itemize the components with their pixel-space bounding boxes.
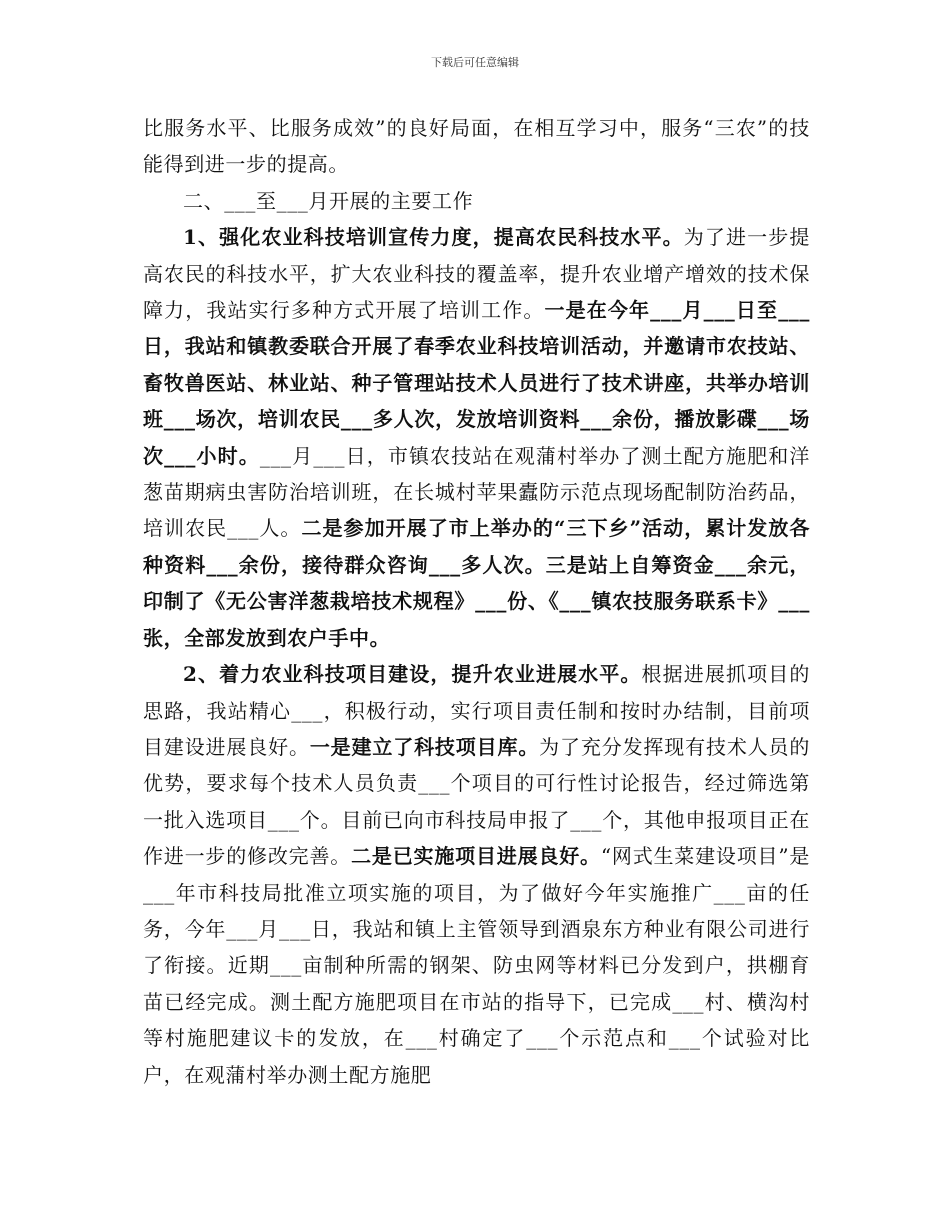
paragraph-training-text-1: 为了进一步提高农民的科技水平，扩大农业科技的覆盖率，提升农业增产增效的技术保障力，我站实行多种方式开展了培训工作。 [143, 225, 810, 323]
paragraph-projects-title: 2、着力农业科技项目建设，提升农业进展水平。 [183, 662, 642, 687]
paragraph-projects-text-3: “网式生菜建设项目”是___年市科技局批准立项实施的项目，为了做好今年实施推广___亩的任务，今年___月___日，我站和镇上主管领导到酒泉东方种业有限公司进行了衔接。近期___亩制种所需的钢架、防虫网等材料已分发到户，拱棚育苗已经完成。测土配方施肥项目在市站的指导下，已完成___村、横沟村等村施肥建议卡的发放，在___村确定了___个示范点和___个试验对比户，在观蒲村举办测土配方施肥 [143, 844, 810, 1087]
paragraph-projects-point-2: 二是已实施项目进展良好。 [351, 844, 601, 869]
paragraph-intro-continuation: 比服务水平、比服务成效”的良好局面，在相互学习中，服务“三农”的技能得到进一步的提高。 [143, 116, 810, 177]
paragraph-training-point-1: 一是在今年___月___日至___日，我站和镇教委联合开展了春季农业科技培训活动，并邀请市农技站、畜牧兽医站、林业站、种子管理站技术人员进行了技术讲座，共举办培训班___场次，培训农民___多人次，发放培训资料___余份，播放影碟___场次___小时。 [143, 298, 810, 468]
section-heading: 二、___至___月开展的主要工作 [183, 188, 474, 213]
page-header: 下载后可任意编辑 [431, 56, 519, 69]
paragraph-projects-point-1: 一是建立了科技项目库。 [309, 734, 540, 759]
document-body [143, 110, 810, 1093]
paragraph-training-text-2: ___月___日，市镇农技站在观蒲村举办了测土配方施肥和洋葱苗期病虫害防治培训班，在长城村苹果蠹防示范点现场配制防治药品，培训农民___人。 [143, 443, 810, 541]
paragraph-training-title: 1、强化农业科技培训宣传力度，提高农民科技水平。 [183, 225, 684, 250]
paragraph-projects-text-2: 为了充分发挥现有技术人员的优势，要求每个技术人员负责___个项目的可行性讨论报告，经过筛选第一批入选项目___个。目前已向市科技局申报了___个，其他申报项目正在作进一步的修改完善。 [143, 734, 810, 869]
paragraph-projects [143, 656, 810, 1093]
paragraph-training-point-3: 三是站上自筹资金___余元，印制了《无公害洋葱栽培技术规程》___份、《___镇农技服务联系卡》___张，全部发放到农户手中。 [143, 552, 811, 650]
paragraph-projects-text-1: 根据进展抓项目的思路，我站精心___，积极行动，实行项目责任制和按时办结制，目前项目建设进展良好。 [143, 662, 810, 759]
paragraph-training [143, 219, 810, 656]
paragraph-training-point-2: 二是参加开展了市上举办的“三下乡”活动，累计发放各种资料___余份，接待群众咨询___多人次。 [143, 516, 810, 577]
